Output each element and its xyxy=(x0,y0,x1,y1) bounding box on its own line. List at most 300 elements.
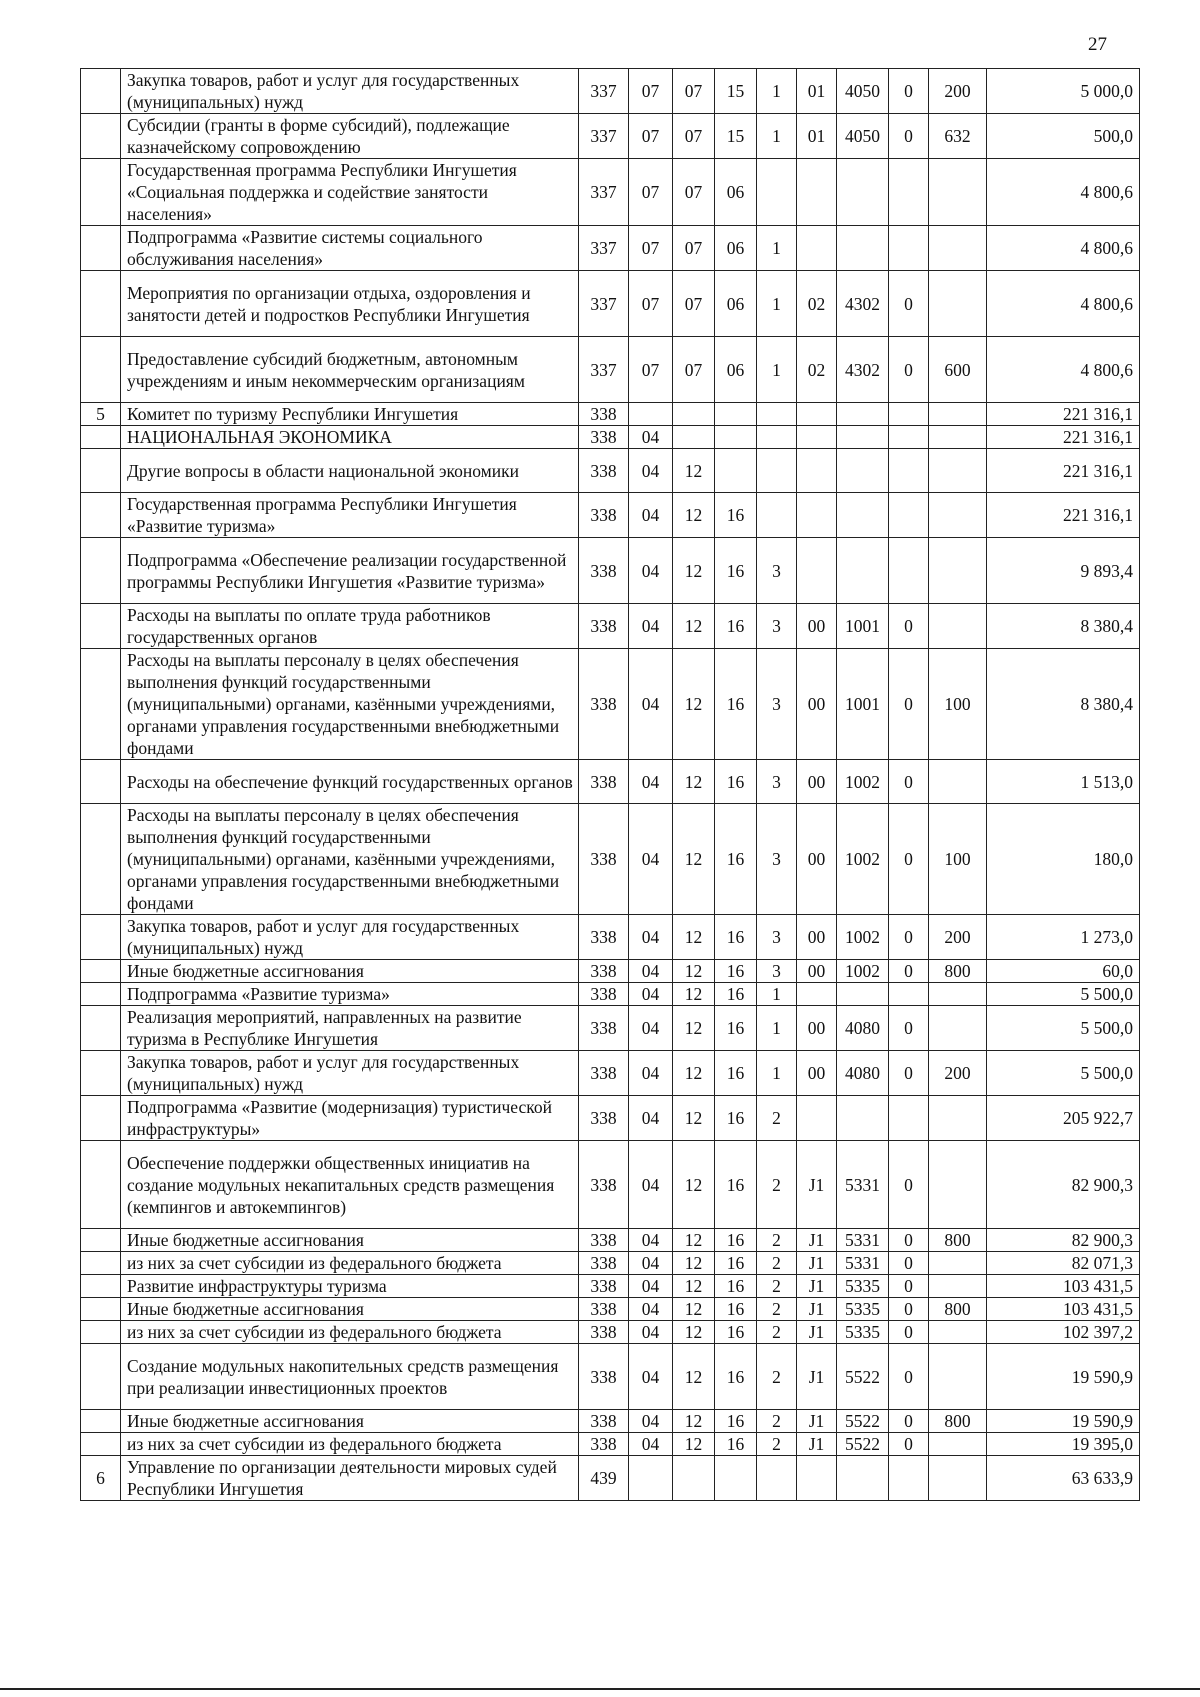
code-cell: 04 xyxy=(629,1051,673,1096)
code-cell: 4050 xyxy=(837,69,889,114)
code-cell: 12 xyxy=(673,1096,715,1141)
code-cell: 338 xyxy=(579,649,629,760)
code-cell xyxy=(929,449,987,493)
table-row xyxy=(81,1298,1140,1321)
code-cell: 04 xyxy=(629,649,673,760)
code-cell xyxy=(929,1456,987,1501)
code-cell: 12 xyxy=(673,649,715,760)
code-cell xyxy=(757,159,797,226)
code-cell: 5522 xyxy=(837,1433,889,1456)
code-cell: 12 xyxy=(673,915,715,960)
row-number-cell xyxy=(81,538,121,604)
code-cell: 0 xyxy=(889,760,929,804)
code-cell: 12 xyxy=(673,1141,715,1229)
code-cell: 07 xyxy=(629,226,673,271)
code-cell: 06 xyxy=(715,159,757,226)
row-number-cell xyxy=(81,983,121,1006)
code-cell: 5331 xyxy=(837,1252,889,1275)
amount-cell: 82 900,3 xyxy=(987,1141,1140,1229)
code-cell: 338 xyxy=(579,1096,629,1141)
code-cell: 1 xyxy=(757,271,797,337)
code-cell: 12 xyxy=(673,538,715,604)
description-cell: Подпрограмма «Обеспечение реализации государственной программы Республики Ингушетия «Развитие туризма» xyxy=(121,538,579,604)
code-cell: 04 xyxy=(629,960,673,983)
amount-cell: 103 431,5 xyxy=(987,1298,1140,1321)
code-cell: 04 xyxy=(629,1344,673,1410)
code-cell: 338 xyxy=(579,1006,629,1051)
code-cell: 338 xyxy=(579,1275,629,1298)
code-cell: 1002 xyxy=(837,760,889,804)
code-cell: 00 xyxy=(797,1006,837,1051)
code-cell: 439 xyxy=(579,1456,629,1501)
code-cell xyxy=(929,1344,987,1410)
amount-cell: 5 500,0 xyxy=(987,1051,1140,1096)
code-cell: 0 xyxy=(889,69,929,114)
code-cell xyxy=(629,403,673,426)
description-cell: Субсидии (гранты в форме субсидий), подлежащие казначейскому сопровождению xyxy=(121,114,579,159)
code-cell xyxy=(929,1433,987,1456)
code-cell: 338 xyxy=(579,403,629,426)
code-cell xyxy=(715,1456,757,1501)
code-cell: 04 xyxy=(629,1298,673,1321)
table-row xyxy=(81,604,1140,649)
code-cell: 04 xyxy=(629,1229,673,1252)
description-cell: Расходы на обеспечение функций государственных органов xyxy=(121,760,579,804)
description-cell: НАЦИОНАЛЬНАЯ ЭКОНОМИКА xyxy=(121,426,579,449)
code-cell: 1001 xyxy=(837,604,889,649)
amount-cell: 8 380,4 xyxy=(987,649,1140,760)
table-row xyxy=(81,69,1140,114)
row-number-cell xyxy=(81,1006,121,1051)
amount-cell: 5 500,0 xyxy=(987,983,1140,1006)
amount-cell: 8 380,4 xyxy=(987,604,1140,649)
code-cell: 3 xyxy=(757,915,797,960)
code-cell xyxy=(715,426,757,449)
code-cell: 00 xyxy=(797,760,837,804)
code-cell: 338 xyxy=(579,604,629,649)
code-cell: 12 xyxy=(673,1252,715,1275)
code-cell xyxy=(673,403,715,426)
code-cell: 800 xyxy=(929,1298,987,1321)
code-cell: 3 xyxy=(757,960,797,983)
row-number-cell xyxy=(81,960,121,983)
code-cell: 12 xyxy=(673,760,715,804)
table-row xyxy=(81,1410,1140,1433)
code-cell: 0 xyxy=(889,1141,929,1229)
code-cell: 338 xyxy=(579,1410,629,1433)
row-number-cell xyxy=(81,1433,121,1456)
code-cell: 5331 xyxy=(837,1141,889,1229)
code-cell: 16 xyxy=(715,1051,757,1096)
code-cell: 800 xyxy=(929,1229,987,1252)
code-cell xyxy=(929,159,987,226)
code-cell: J1 xyxy=(797,1252,837,1275)
amount-cell: 82 071,3 xyxy=(987,1252,1140,1275)
code-cell: 5335 xyxy=(837,1321,889,1344)
code-cell: 04 xyxy=(629,604,673,649)
code-cell: 16 xyxy=(715,538,757,604)
row-number-cell xyxy=(81,760,121,804)
code-cell xyxy=(889,1096,929,1141)
code-cell: 337 xyxy=(579,159,629,226)
code-cell: 07 xyxy=(673,114,715,159)
code-cell: 07 xyxy=(673,226,715,271)
amount-cell: 103 431,5 xyxy=(987,1275,1140,1298)
code-cell xyxy=(757,493,797,538)
code-cell xyxy=(797,426,837,449)
description-cell: Комитет по туризму Республики Ингушетия xyxy=(121,403,579,426)
code-cell: 07 xyxy=(673,271,715,337)
description-cell: Расходы на выплаты персоналу в целях обеспечения выполнения функций государственными (муниципальными) органами, казёнными учреждениями, органами управления государственными внебюджетными фондами xyxy=(121,649,579,760)
code-cell: 12 xyxy=(673,1410,715,1433)
code-cell: J1 xyxy=(797,1229,837,1252)
code-cell: 1002 xyxy=(837,960,889,983)
code-cell: 04 xyxy=(629,1321,673,1344)
table-row xyxy=(81,271,1140,337)
description-cell: Расходы на выплаты персоналу в целях обеспечения выполнения функций государственными (муниципальными) органами, казёнными учреждениями, органами управления государственными внебюджетными фондами xyxy=(121,804,579,915)
amount-cell: 500,0 xyxy=(987,114,1140,159)
code-cell: 12 xyxy=(673,1229,715,1252)
code-cell: 04 xyxy=(629,1096,673,1141)
code-cell: 16 xyxy=(715,760,757,804)
code-cell: 0 xyxy=(889,1229,929,1252)
code-cell xyxy=(889,983,929,1006)
amount-cell: 5 000,0 xyxy=(987,69,1140,114)
amount-cell: 63 633,9 xyxy=(987,1456,1140,1501)
budget-table xyxy=(80,68,1140,1501)
code-cell: 12 xyxy=(673,1006,715,1051)
code-cell xyxy=(889,1456,929,1501)
code-cell xyxy=(757,403,797,426)
code-cell: 16 xyxy=(715,960,757,983)
amount-cell: 60,0 xyxy=(987,960,1140,983)
code-cell: 0 xyxy=(889,1006,929,1051)
code-cell: 2 xyxy=(757,1433,797,1456)
code-cell: 1 xyxy=(757,337,797,403)
table-row xyxy=(81,1229,1140,1252)
code-cell: 0 xyxy=(889,1298,929,1321)
table-row xyxy=(81,983,1140,1006)
code-cell xyxy=(797,1456,837,1501)
code-cell: 337 xyxy=(579,114,629,159)
amount-cell: 1 273,0 xyxy=(987,915,1140,960)
table-row xyxy=(81,1141,1140,1229)
code-cell: 100 xyxy=(929,804,987,915)
description-cell: Реализация мероприятий, направленных на развитие туризма в Республике Ингушетия xyxy=(121,1006,579,1051)
row-number-cell xyxy=(81,1051,121,1096)
description-cell: Государственная программа Республики Ингушетия «Социальная поддержка и содействие занятости населения» xyxy=(121,159,579,226)
code-cell: 2 xyxy=(757,1252,797,1275)
code-cell xyxy=(929,1141,987,1229)
code-cell xyxy=(929,426,987,449)
code-cell: 338 xyxy=(579,1229,629,1252)
code-cell: 12 xyxy=(673,1344,715,1410)
code-cell: 3 xyxy=(757,804,797,915)
code-cell: 04 xyxy=(629,1433,673,1456)
code-cell: 04 xyxy=(629,1141,673,1229)
table-row xyxy=(81,538,1140,604)
code-cell: 0 xyxy=(889,649,929,760)
code-cell: 338 xyxy=(579,760,629,804)
code-cell: 07 xyxy=(673,69,715,114)
code-cell: 12 xyxy=(673,1321,715,1344)
code-cell: 2 xyxy=(757,1410,797,1433)
code-cell: 00 xyxy=(797,915,837,960)
amount-cell: 205 922,7 xyxy=(987,1096,1140,1141)
row-number-cell xyxy=(81,804,121,915)
code-cell: 3 xyxy=(757,604,797,649)
code-cell: 1 xyxy=(757,114,797,159)
code-cell: 2 xyxy=(757,1298,797,1321)
code-cell: 16 xyxy=(715,915,757,960)
code-cell: 07 xyxy=(673,159,715,226)
code-cell: 04 xyxy=(629,449,673,493)
code-cell: 338 xyxy=(579,804,629,915)
code-cell: 338 xyxy=(579,1051,629,1096)
description-cell: Иные бюджетные ассигнования xyxy=(121,1298,579,1321)
amount-cell: 82 900,3 xyxy=(987,1229,1140,1252)
code-cell: 16 xyxy=(715,1321,757,1344)
code-cell xyxy=(715,449,757,493)
code-cell xyxy=(929,403,987,426)
code-cell: 0 xyxy=(889,1252,929,1275)
code-cell xyxy=(837,493,889,538)
code-cell xyxy=(929,538,987,604)
description-cell: Закупка товаров, работ и услуг для государственных (муниципальных) нужд xyxy=(121,915,579,960)
row-number-cell xyxy=(81,649,121,760)
row-number-cell xyxy=(81,1252,121,1275)
code-cell: 16 xyxy=(715,1344,757,1410)
description-cell: Иные бюджетные ассигнования xyxy=(121,1229,579,1252)
code-cell: 2 xyxy=(757,1275,797,1298)
table-row xyxy=(81,1275,1140,1298)
table-row xyxy=(81,1433,1140,1456)
code-cell: 338 xyxy=(579,1433,629,1456)
code-cell: 16 xyxy=(715,1433,757,1456)
code-cell: J1 xyxy=(797,1321,837,1344)
description-cell: Закупка товаров, работ и услуг для государственных (муниципальных) нужд xyxy=(121,1051,579,1096)
code-cell: 338 xyxy=(579,960,629,983)
code-cell: 04 xyxy=(629,804,673,915)
code-cell: 07 xyxy=(629,69,673,114)
code-cell: 338 xyxy=(579,449,629,493)
row-number-cell xyxy=(81,1410,121,1433)
code-cell xyxy=(929,1252,987,1275)
code-cell: 0 xyxy=(889,1344,929,1410)
code-cell: 337 xyxy=(579,69,629,114)
code-cell xyxy=(929,226,987,271)
code-cell: 800 xyxy=(929,1410,987,1433)
code-cell: 16 xyxy=(715,1252,757,1275)
code-cell: 338 xyxy=(579,538,629,604)
code-cell: 04 xyxy=(629,1410,673,1433)
code-cell: 0 xyxy=(889,1410,929,1433)
code-cell xyxy=(797,403,837,426)
code-cell: 15 xyxy=(715,114,757,159)
code-cell: 200 xyxy=(929,915,987,960)
row-number-cell xyxy=(81,271,121,337)
description-cell: Подпрограмма «Развитие системы социального обслуживания населения» xyxy=(121,226,579,271)
table-row xyxy=(81,915,1140,960)
code-cell: 07 xyxy=(629,337,673,403)
code-cell: 1002 xyxy=(837,804,889,915)
table-row xyxy=(81,493,1140,538)
code-cell: 04 xyxy=(629,538,673,604)
code-cell: 4080 xyxy=(837,1051,889,1096)
row-number-cell xyxy=(81,226,121,271)
amount-cell: 102 397,2 xyxy=(987,1321,1140,1344)
description-cell: Иные бюджетные ассигнования xyxy=(121,1410,579,1433)
code-cell: 12 xyxy=(673,983,715,1006)
code-cell xyxy=(889,538,929,604)
code-cell: 16 xyxy=(715,1096,757,1141)
amount-cell: 5 500,0 xyxy=(987,1006,1140,1051)
code-cell: 1002 xyxy=(837,915,889,960)
row-number-cell xyxy=(81,426,121,449)
description-cell: Иные бюджетные ассигнования xyxy=(121,960,579,983)
code-cell: 07 xyxy=(629,271,673,337)
code-cell: 100 xyxy=(929,649,987,760)
code-cell xyxy=(837,426,889,449)
code-cell: 04 xyxy=(629,493,673,538)
code-cell xyxy=(837,1096,889,1141)
code-cell xyxy=(837,159,889,226)
code-cell: 3 xyxy=(757,538,797,604)
code-cell xyxy=(837,226,889,271)
row-number-cell xyxy=(81,449,121,493)
code-cell xyxy=(889,226,929,271)
description-cell: Обеспечение поддержки общественных инициатив на создание модульных некапитальных средств размещения (кемпингов и автокемпингов) xyxy=(121,1141,579,1229)
code-cell: 12 xyxy=(673,1051,715,1096)
code-cell: 12 xyxy=(673,449,715,493)
amount-cell: 19 590,9 xyxy=(987,1410,1140,1433)
code-cell xyxy=(929,1275,987,1298)
amount-cell: 4 800,6 xyxy=(987,159,1140,226)
amount-cell: 4 800,6 xyxy=(987,226,1140,271)
row-number-cell xyxy=(81,114,121,159)
code-cell: 632 xyxy=(929,114,987,159)
code-cell xyxy=(629,1456,673,1501)
code-cell xyxy=(837,449,889,493)
table-row xyxy=(81,1252,1140,1275)
description-cell: Закупка товаров, работ и услуг для государственных (муниципальных) нужд xyxy=(121,69,579,114)
code-cell xyxy=(797,983,837,1006)
code-cell xyxy=(837,1456,889,1501)
code-cell: 16 xyxy=(715,983,757,1006)
code-cell xyxy=(757,449,797,493)
description-cell: из них за счет субсидии из федерального бюджета xyxy=(121,1321,579,1344)
code-cell: 0 xyxy=(889,1051,929,1096)
table-row xyxy=(81,804,1140,915)
code-cell: 2 xyxy=(757,1141,797,1229)
code-cell xyxy=(797,493,837,538)
code-cell: 0 xyxy=(889,337,929,403)
amount-cell: 221 316,1 xyxy=(987,426,1140,449)
code-cell: 5522 xyxy=(837,1344,889,1410)
code-cell: 800 xyxy=(929,960,987,983)
amount-cell: 19 590,9 xyxy=(987,1344,1140,1410)
code-cell: 0 xyxy=(889,1321,929,1344)
code-cell xyxy=(797,1096,837,1141)
description-cell: Расходы на выплаты по оплате труда работников государственных органов xyxy=(121,604,579,649)
row-number-cell xyxy=(81,69,121,114)
code-cell: 12 xyxy=(673,604,715,649)
code-cell: 0 xyxy=(889,1433,929,1456)
code-cell: 12 xyxy=(673,804,715,915)
code-cell: 12 xyxy=(673,1433,715,1456)
code-cell: 1001 xyxy=(837,649,889,760)
code-cell: 1 xyxy=(757,1051,797,1096)
code-cell: 0 xyxy=(889,915,929,960)
code-cell xyxy=(929,1321,987,1344)
code-cell: 4080 xyxy=(837,1006,889,1051)
table-row xyxy=(81,426,1140,449)
code-cell xyxy=(837,403,889,426)
amount-cell: 19 395,0 xyxy=(987,1433,1140,1456)
code-cell: 00 xyxy=(797,604,837,649)
row-number-cell xyxy=(81,1229,121,1252)
code-cell: 04 xyxy=(629,1006,673,1051)
code-cell xyxy=(757,1456,797,1501)
amount-cell: 221 316,1 xyxy=(987,493,1140,538)
description-cell: Управление по организации деятельности мировых судей Республики Ингушетия xyxy=(121,1456,579,1501)
code-cell: 3 xyxy=(757,760,797,804)
table-row xyxy=(81,159,1140,226)
code-cell: 04 xyxy=(629,760,673,804)
code-cell xyxy=(673,426,715,449)
code-cell: 00 xyxy=(797,1051,837,1096)
code-cell: 4050 xyxy=(837,114,889,159)
row-number-cell xyxy=(81,1141,121,1229)
code-cell: 0 xyxy=(889,1275,929,1298)
code-cell: J1 xyxy=(797,1433,837,1456)
row-number-cell xyxy=(81,1096,121,1141)
code-cell: 338 xyxy=(579,915,629,960)
code-cell: 06 xyxy=(715,271,757,337)
code-cell: 2 xyxy=(757,1321,797,1344)
code-cell: 02 xyxy=(797,271,837,337)
code-cell: 16 xyxy=(715,1275,757,1298)
code-cell: 0 xyxy=(889,960,929,983)
code-cell xyxy=(889,159,929,226)
code-cell: 12 xyxy=(673,1275,715,1298)
code-cell: 337 xyxy=(579,226,629,271)
table-row xyxy=(81,1321,1140,1344)
row-number-cell xyxy=(81,493,121,538)
amount-cell: 4 800,6 xyxy=(987,337,1140,403)
description-cell: Предоставление субсидий бюджетным, автономным учреждениям и иным некоммерческим организациям xyxy=(121,337,579,403)
code-cell: 16 xyxy=(715,493,757,538)
code-cell: 5335 xyxy=(837,1298,889,1321)
code-cell: 00 xyxy=(797,804,837,915)
amount-cell: 1 513,0 xyxy=(987,760,1140,804)
code-cell xyxy=(929,983,987,1006)
description-cell: из них за счет субсидии из федерального бюджета xyxy=(121,1252,579,1275)
code-cell: 1 xyxy=(757,226,797,271)
code-cell: 1 xyxy=(757,1006,797,1051)
code-cell: 07 xyxy=(629,114,673,159)
code-cell: 15 xyxy=(715,69,757,114)
code-cell: 04 xyxy=(629,915,673,960)
table-row xyxy=(81,337,1140,403)
code-cell: 2 xyxy=(757,1229,797,1252)
code-cell: 337 xyxy=(579,337,629,403)
table-row xyxy=(81,226,1140,271)
table-row xyxy=(81,760,1140,804)
code-cell: 04 xyxy=(629,1275,673,1298)
amount-cell: 221 316,1 xyxy=(987,449,1140,493)
code-cell: 04 xyxy=(629,1252,673,1275)
